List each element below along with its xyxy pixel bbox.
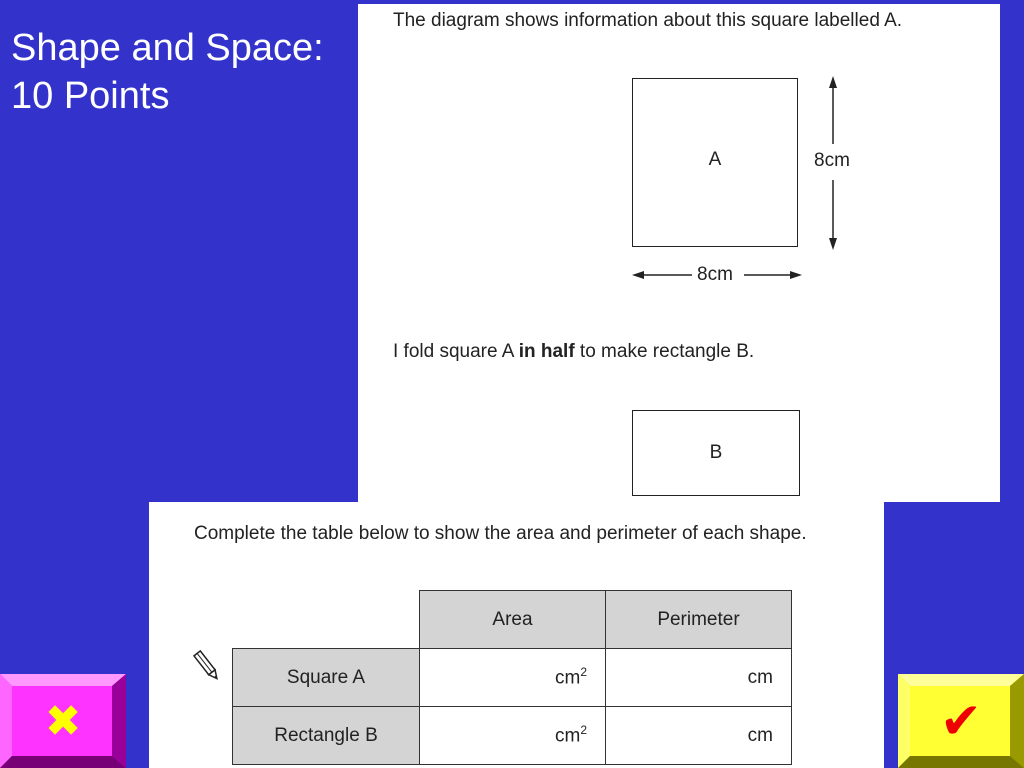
slide-title-line-1: Shape and Space: [11, 27, 324, 69]
height-dimension-label: 8cm [814, 150, 850, 171]
height-arrow-down-head [829, 238, 837, 250]
table-header-row [233, 591, 792, 649]
area-unit-exponent: 2 [580, 723, 587, 738]
area-unit-exponent: 2 [580, 665, 587, 680]
fold-text-after: to make rectangle B. [574, 341, 755, 362]
width-arrow-right-head [790, 271, 802, 279]
table-row [233, 649, 792, 707]
rectangle-b-label: B [709, 442, 723, 463]
column-header-perimeter: Perimeter [606, 591, 792, 649]
width-arrow-left-head [632, 271, 644, 279]
question-panel-top [358, 4, 1000, 502]
row-label-rectangle-b: Rectangle B [233, 707, 420, 765]
answer-cell-area-square-a[interactable] [420, 649, 606, 707]
rectangle-b-shape [632, 410, 800, 496]
fold-instruction-text [393, 341, 754, 363]
area-unit: cm [554, 725, 581, 747]
cross-icon: ✖ [44, 696, 82, 746]
answer-cell-perimeter-square-a[interactable] [606, 649, 792, 707]
question-panel-bottom [149, 502, 884, 768]
answer-cell-area-rectangle-b[interactable] [420, 707, 606, 765]
column-header-area: Area [420, 591, 606, 649]
dimension-arrows [358, 4, 1000, 304]
fold-text-before: I fold square A [393, 341, 519, 362]
fold-text-bold: in half [518, 341, 575, 362]
answer-cell-perimeter-rectangle-b[interactable] [606, 707, 792, 765]
table-row [233, 707, 792, 765]
height-arrow-up-head [829, 76, 837, 88]
checkmark-icon: ✔ [940, 693, 982, 749]
correct-answer-button[interactable] [898, 674, 1024, 768]
area-perimeter-table [232, 590, 792, 765]
perimeter-unit: cm [747, 724, 773, 746]
table-instruction-text: Complete the table below to show the area and perimeter of each shape. [194, 523, 807, 544]
wrong-answer-button[interactable] [0, 674, 126, 768]
pencil-icon [193, 648, 221, 684]
width-dimension-label: 8cm [694, 264, 736, 286]
row-label-square-a: Square A [233, 649, 420, 707]
perimeter-unit: cm [747, 666, 773, 688]
square-a-label: A [708, 149, 722, 170]
question-intro-text: The diagram shows information about this square labelled A. [393, 10, 903, 31]
area-unit: cm [554, 667, 581, 689]
slide-title-line-2: 10 Points [11, 75, 170, 117]
slide-title [11, 24, 324, 120]
table-corner-cell [233, 591, 420, 649]
